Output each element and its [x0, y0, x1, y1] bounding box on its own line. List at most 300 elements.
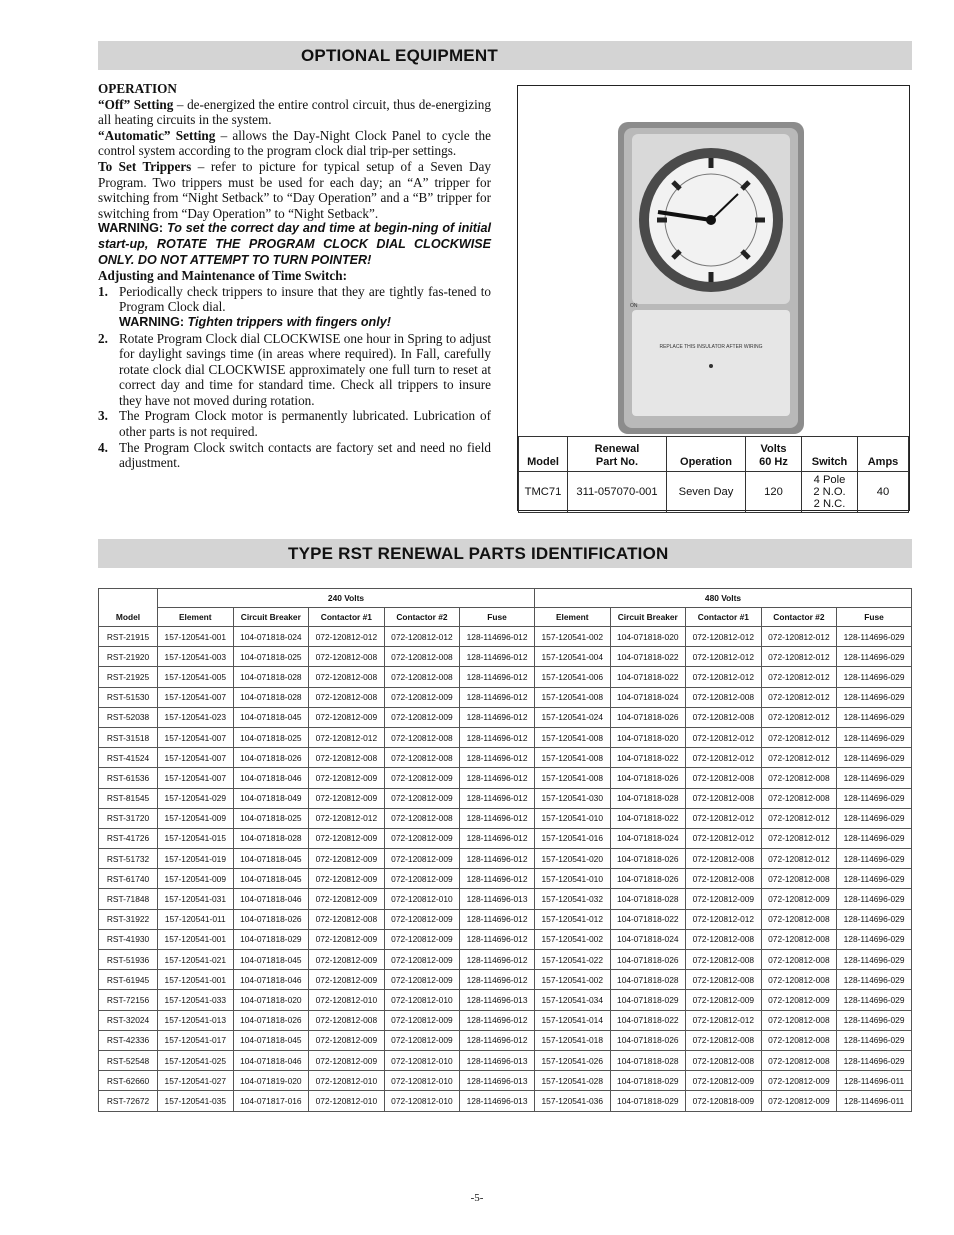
part-number-cell: 128-114696-012 [460, 768, 535, 788]
column-header: Contactor #1 [686, 608, 762, 627]
part-number-cell: 072-120812-012 [761, 627, 837, 647]
part-number-cell: 072-120812-009 [761, 1071, 837, 1091]
part-number-cell: 104-071818-022 [610, 647, 686, 667]
time-switch-table [518, 436, 909, 513]
column-header: Contactor #2 [384, 608, 460, 627]
part-number-cell: 157-120541-001 [158, 970, 234, 990]
part-number-cell: 072-120812-008 [309, 647, 385, 667]
part-number-cell: 072-120812-008 [686, 1030, 762, 1050]
table-row [99, 627, 912, 647]
group-240-header: 240 Volts [158, 589, 535, 608]
part-number-cell: 072-120812-012 [686, 727, 762, 747]
part-number-cell: 128-114696-013 [460, 1050, 535, 1070]
part-number-cell: 128-114696-029 [837, 1030, 912, 1050]
part-number-cell: 072-120812-009 [309, 1030, 385, 1050]
part-number-cell: 072-120812-012 [309, 727, 385, 747]
part-number-cell: 157-120541-024 [534, 707, 610, 727]
part-number-cell: 157-120541-008 [534, 768, 610, 788]
part-number-cell: 072-120812-008 [384, 647, 460, 667]
step-item [98, 331, 491, 409]
part-number-cell: 128-114696-029 [837, 627, 912, 647]
part-number-cell: 104-071818-028 [233, 667, 309, 687]
table-row [99, 1010, 912, 1030]
part-number-cell: 128-114696-012 [460, 667, 535, 687]
part-number-cell: 128-114696-013 [460, 990, 535, 1010]
part-number-cell: 157-120541-030 [534, 788, 610, 808]
part-number-cell: 072-120812-012 [686, 909, 762, 929]
table-row [99, 687, 912, 707]
part-number-cell: 104-071818-022 [610, 909, 686, 929]
model-cell: RST-71848 [99, 889, 158, 909]
table-row [99, 929, 912, 949]
part-number-cell: 072-120812-008 [309, 687, 385, 707]
part-number-cell: 104-071818-029 [610, 1071, 686, 1091]
model-cell: RST-32024 [99, 1010, 158, 1030]
table-row [99, 1091, 912, 1111]
part-number-cell: 128-114696-012 [460, 808, 535, 828]
part-number-cell: 128-114696-012 [460, 828, 535, 848]
part-number-cell: 157-120541-006 [534, 667, 610, 687]
part-number-cell: 128-114696-029 [837, 869, 912, 889]
group-header-row [99, 589, 912, 608]
part-number-cell: 072-120812-009 [309, 1050, 385, 1070]
part-number-cell: 104-071818-028 [610, 889, 686, 909]
table-row [99, 970, 912, 990]
part-number-cell: 072-120812-008 [686, 768, 762, 788]
part-number-cell: 157-120541-018 [534, 1030, 610, 1050]
table-row [99, 1071, 912, 1091]
part-number-cell: 072-120812-009 [761, 889, 837, 909]
switch-cell: 4 Pole 2 N.O. 2 N.C. [802, 472, 858, 513]
part-number-cell: 104-071818-020 [233, 990, 309, 1010]
part-number-cell: 128-114696-012 [460, 1010, 535, 1030]
operation-cell: Seven Day [667, 472, 746, 513]
part-number-cell: 104-071818-045 [233, 950, 309, 970]
automatic-setting-text: – allows the Day-Night Clock Panel to cycle the control system according to the program clock dial trip-per settings. [98, 127, 491, 159]
model-cell: RST-61945 [99, 970, 158, 990]
part-number-cell: 072-120812-010 [309, 990, 385, 1010]
part-number-cell: 128-114696-029 [837, 950, 912, 970]
part-number-cell: 128-114696-012 [460, 707, 535, 727]
part-number-cell: 104-071818-026 [610, 1030, 686, 1050]
part-number-cell: 104-071818-028 [233, 687, 309, 707]
part-number-cell: 128-114696-012 [460, 929, 535, 949]
table-row [99, 889, 912, 909]
model-cell: RST-72156 [99, 990, 158, 1010]
part-number-cell: 072-120812-010 [384, 889, 460, 909]
part-number-cell: 157-120541-034 [534, 990, 610, 1010]
table-row [99, 869, 912, 889]
part-number-cell: 157-120541-016 [534, 828, 610, 848]
part-number-cell: 104-071818-029 [233, 929, 309, 949]
table-row [99, 990, 912, 1010]
table-row [99, 727, 912, 747]
part-number-cell: 128-114696-013 [460, 1091, 535, 1111]
part-number-cell: 072-120812-009 [686, 990, 762, 1010]
part-number-cell: 104-071817-016 [233, 1091, 309, 1111]
part-number-cell: 128-114696-012 [460, 970, 535, 990]
table-row [99, 1030, 912, 1050]
part-number-cell: 072-120812-012 [686, 828, 762, 848]
part-number-cell: 072-120812-010 [309, 1091, 385, 1111]
part-number-cell: 072-120812-009 [384, 929, 460, 949]
part-number-cell: 072-120812-012 [686, 1010, 762, 1030]
part-number-cell: 104-071818-026 [610, 768, 686, 788]
off-setting-label: “Off” Setting [98, 96, 174, 112]
part-number-cell: 157-120541-022 [534, 950, 610, 970]
step-item [98, 284, 491, 331]
part-number-cell: 072-120812-008 [309, 1010, 385, 1030]
parts-table-body [99, 627, 912, 1112]
step-text: The Program Clock switch contacts are factory set and need no field adjustment. [119, 439, 491, 471]
part-number-cell: 072-120812-009 [309, 768, 385, 788]
model-header: Model [99, 589, 158, 627]
part-number-cell: 157-120541-035 [158, 1091, 234, 1111]
part-number-cell: 128-114696-012 [460, 1030, 535, 1050]
part-number-cell: 072-120812-008 [309, 748, 385, 768]
column-header: Renewal Part No. [568, 437, 667, 472]
table-row [99, 808, 912, 828]
part-number-cell: 128-114696-029 [837, 970, 912, 990]
automatic-setting-label: “Automatic” Setting [98, 127, 216, 143]
part-number-cell: 128-114696-012 [460, 687, 535, 707]
part-number-cell: 104-071818-025 [233, 727, 309, 747]
part-number-cell: 128-114696-029 [837, 647, 912, 667]
step-number: 4. [98, 439, 108, 455]
part-number-cell: 072-120812-010 [384, 990, 460, 1010]
part-number-cell: 157-120541-026 [534, 1050, 610, 1070]
automatic-setting-paragraph [98, 128, 491, 159]
part-number-cell: 072-120812-010 [309, 1071, 385, 1091]
group-480-header: 480 Volts [534, 589, 911, 608]
time-switch-figure [517, 85, 910, 511]
part-number-cell: 072-120812-008 [686, 849, 762, 869]
part-number-cell: 072-120812-012 [761, 748, 837, 768]
part-number-cell: 072-120812-012 [309, 808, 385, 828]
amps-cell: 40 [858, 472, 909, 513]
part-number-cell: 104-071818-045 [233, 869, 309, 889]
part-number-cell: 072-120812-008 [761, 1050, 837, 1070]
part-number-cell: 072-120818-009 [686, 1091, 762, 1111]
model-cell: RST-61536 [99, 768, 158, 788]
part-number-cell: 157-120541-009 [158, 869, 234, 889]
part-number-cell: 072-120812-008 [761, 909, 837, 929]
part-number-cell: 128-114696-011 [837, 1071, 912, 1091]
part-number-cell: 157-120541-031 [158, 889, 234, 909]
part-number-cell: 072-120812-009 [309, 828, 385, 848]
part-number-cell: 128-114696-012 [460, 950, 535, 970]
model-cell: TMC71 [519, 472, 568, 513]
part-number-cell: 128-114696-013 [460, 1071, 535, 1091]
part-number-cell: 104-071818-020 [610, 627, 686, 647]
part-number-cell: 072-120812-008 [309, 909, 385, 929]
warning-label: WARNING: [98, 221, 164, 236]
part-number-cell: 128-114696-029 [837, 1050, 912, 1070]
step-number: 2. [98, 330, 108, 346]
table-row [99, 1050, 912, 1070]
part-number-cell: 072-120812-009 [384, 1010, 460, 1030]
part-number-cell: 072-120812-009 [384, 950, 460, 970]
part-number-cell: 104-071818-029 [610, 1091, 686, 1111]
model-cell: RST-41726 [99, 828, 158, 848]
part-number-cell: 072-120812-012 [309, 627, 385, 647]
column-header: Contactor #2 [761, 608, 837, 627]
table-row [99, 909, 912, 929]
section-title: TYPE RST RENEWAL PARTS IDENTIFICATION [288, 544, 669, 563]
part-number-cell: 072-120812-009 [384, 909, 460, 929]
model-cell: RST-21925 [99, 667, 158, 687]
part-number-cell: 128-114696-029 [837, 667, 912, 687]
renewal-parts-table [98, 588, 912, 1112]
part-number-cell: 104-071818-022 [610, 808, 686, 828]
part-number-cell: 072-120812-008 [761, 929, 837, 949]
part-number-cell: 128-114696-012 [460, 748, 535, 768]
part-number-cell: 157-120541-002 [534, 929, 610, 949]
part-number-cell: 157-120541-020 [534, 849, 610, 869]
part-number-cell: 128-114696-029 [837, 808, 912, 828]
part-number-cell: 104-071818-024 [610, 929, 686, 949]
column-header: Fuse [837, 608, 912, 627]
column-header: Amps [858, 437, 909, 472]
part-number-cell: 072-120812-012 [761, 647, 837, 667]
part-number-cell: 128-114696-029 [837, 727, 912, 747]
table-row [99, 950, 912, 970]
part-number-cell: 072-120812-008 [761, 1010, 837, 1030]
part-number-cell: 157-120541-004 [534, 647, 610, 667]
part-number-cell: 104-071818-046 [233, 889, 309, 909]
part-number-cell: 104-071818-028 [610, 970, 686, 990]
part-number-cell: 072-120812-009 [384, 869, 460, 889]
part-number-cell: 157-120541-017 [158, 1030, 234, 1050]
part-number-cell: 072-120812-008 [761, 1030, 837, 1050]
operation-text [98, 81, 491, 471]
model-cell: RST-21915 [99, 627, 158, 647]
table-row [99, 828, 912, 848]
warning-text: To set the correct day and time at begin-ning of initial start-up, ROTATE THE PROGRAM CLOCK DIAL CLOCKWISE ONLY. DO NOT ATTEMPT TO TURN POINTER! [98, 221, 491, 267]
column-header: Circuit Breaker [610, 608, 686, 627]
section-banner-renewal-parts [98, 539, 912, 568]
part-number-cell: 072-120812-009 [309, 849, 385, 869]
part-number-cell: 104-071819-020 [233, 1071, 309, 1091]
part-number-cell: 072-120812-009 [384, 828, 460, 848]
part-number-cell: 104-071818-022 [610, 748, 686, 768]
part-number-cell: 128-114696-012 [460, 909, 535, 929]
part-number-cell: 072-120812-008 [384, 727, 460, 747]
part-number-cell: 072-120812-009 [309, 929, 385, 949]
model-cell: RST-52038 [99, 707, 158, 727]
table-header-row [519, 437, 909, 472]
part-number-cell: 072-120812-009 [309, 869, 385, 889]
column-header: Fuse [460, 608, 535, 627]
part-number-cell: 072-120812-008 [309, 667, 385, 687]
table-row [99, 667, 912, 687]
startup-warning [98, 221, 491, 268]
part-number-cell: 072-120812-012 [761, 687, 837, 707]
part-number-cell: 072-120812-008 [686, 788, 762, 808]
page-number: -5- [470, 1192, 484, 1204]
part-number-cell: 104-071818-026 [610, 869, 686, 889]
part-number-cell: 128-114696-029 [837, 788, 912, 808]
part-number-cell: 072-120812-008 [686, 707, 762, 727]
part-number-cell: 072-120812-008 [761, 950, 837, 970]
part-number-cell: 157-120541-007 [158, 727, 234, 747]
part-number-cell: 072-120812-010 [384, 1091, 460, 1111]
part-number-cell: 157-120541-001 [158, 929, 234, 949]
off-setting-paragraph [98, 97, 491, 128]
part-number-cell: 072-120812-012 [686, 667, 762, 687]
part-number-cell: 104-071818-049 [233, 788, 309, 808]
trippers-paragraph [98, 159, 491, 221]
part-number-cell: 072-120812-010 [384, 1071, 460, 1091]
off-setting-text: – de-energized the entire control circuit, thus de-energizing all heating circuits in the system. [98, 96, 491, 128]
part-number-cell: 104-071818-046 [233, 1050, 309, 1070]
part-number-cell: 157-120541-003 [158, 647, 234, 667]
part-number-cell: 104-071818-028 [233, 828, 309, 848]
table-row [99, 788, 912, 808]
table-row [99, 748, 912, 768]
maintenance-steps [98, 284, 491, 471]
part-number-cell: 157-120541-032 [534, 889, 610, 909]
model-cell: RST-62660 [99, 1071, 158, 1091]
part-number-cell: 072-120812-008 [686, 869, 762, 889]
part-number-cell: 072-120812-012 [686, 647, 762, 667]
part-number-cell: 128-114696-029 [837, 909, 912, 929]
part-cell: 311-057070-001 [568, 472, 667, 513]
part-number-cell: 157-120541-002 [534, 970, 610, 990]
part-number-cell: 104-071818-029 [610, 990, 686, 1010]
column-header: Model [519, 437, 568, 472]
model-cell: RST-31518 [99, 727, 158, 747]
model-cell: RST-42336 [99, 1030, 158, 1050]
part-number-cell: 072-120812-008 [761, 768, 837, 788]
warning-label: WARNING: [119, 314, 185, 329]
part-number-cell: 157-120541-008 [534, 748, 610, 768]
part-number-cell: 104-071818-020 [610, 727, 686, 747]
part-number-cell: 157-120541-012 [534, 909, 610, 929]
part-number-cell: 157-120541-021 [158, 950, 234, 970]
model-cell: RST-51936 [99, 950, 158, 970]
step-number: 3. [98, 408, 108, 424]
part-number-cell: 072-120812-008 [384, 667, 460, 687]
part-number-cell: 072-120812-012 [384, 627, 460, 647]
part-number-cell: 072-120812-008 [686, 970, 762, 990]
part-number-cell: 128-114696-029 [837, 990, 912, 1010]
part-number-cell: 128-114696-029 [837, 768, 912, 788]
part-number-cell: 072-120812-009 [384, 849, 460, 869]
column-header: Operation [667, 437, 746, 472]
part-number-cell: 128-114696-029 [837, 849, 912, 869]
part-number-cell: 104-071818-028 [610, 788, 686, 808]
part-number-cell: 072-120812-012 [761, 707, 837, 727]
part-number-cell: 157-120541-011 [158, 909, 234, 929]
part-number-cell: 157-120541-033 [158, 990, 234, 1010]
part-number-cell: 104-071818-026 [610, 707, 686, 727]
volts-cell: 120 [746, 472, 802, 513]
part-number-cell: 128-114696-029 [837, 828, 912, 848]
part-number-cell: 072-120812-009 [686, 889, 762, 909]
part-number-cell: 072-120812-009 [309, 788, 385, 808]
part-number-cell: 072-120812-009 [309, 970, 385, 990]
part-number-cell: 072-120812-012 [686, 748, 762, 768]
part-number-cell: 072-120812-012 [761, 808, 837, 828]
model-cell: RST-51530 [99, 687, 158, 707]
part-number-cell: 072-120812-009 [384, 768, 460, 788]
model-cell: RST-41524 [99, 748, 158, 768]
part-number-cell: 128-114696-012 [460, 849, 535, 869]
part-number-cell: 104-071818-026 [610, 950, 686, 970]
part-number-cell: 157-120541-001 [158, 627, 234, 647]
part-number-cell: 157-120541-008 [534, 687, 610, 707]
warning-text: Tighten trippers with fingers only! [184, 314, 391, 329]
part-number-cell: 128-114696-012 [460, 627, 535, 647]
part-number-cell: 104-071818-025 [233, 647, 309, 667]
part-number-cell: 157-120541-002 [534, 627, 610, 647]
part-number-cell: 072-120812-009 [761, 990, 837, 1010]
part-number-cell: 104-071818-026 [233, 1010, 309, 1030]
part-number-cell: 104-071818-025 [233, 808, 309, 828]
step-item [98, 408, 491, 439]
part-number-cell: 072-120812-008 [686, 929, 762, 949]
model-cell: RST-41930 [99, 929, 158, 949]
part-number-cell: 128-114696-012 [460, 788, 535, 808]
part-number-cell: 128-114696-029 [837, 707, 912, 727]
part-number-cell: 072-120812-012 [686, 627, 762, 647]
step-text: Periodically check trippers to insure that they are tightly fas-tened to Program Clock dial. [119, 283, 491, 315]
table-row [519, 472, 909, 513]
part-number-cell: 072-120812-012 [761, 849, 837, 869]
model-cell: RST-31720 [99, 808, 158, 828]
part-number-cell: 157-120541-027 [158, 1071, 234, 1091]
step-text: Rotate Program Clock dial CLOCKWISE one hour in Spring to adjust for daylight savings time (in areas where required). In Fall, carefully rotate clock dial CLOCKWISE approximately one full turn to reset at correct day and time for standard time. Check all trippers to insure they have not moved during rotation. [119, 330, 491, 408]
photo-label-text: REPLACE THIS INSULATOR AFTER WIRING [659, 344, 763, 350]
part-number-cell: 104-071818-024 [610, 687, 686, 707]
part-number-cell: 072-120812-009 [309, 707, 385, 727]
photo-on-text: ON [630, 303, 638, 309]
part-number-cell: 128-114696-012 [460, 869, 535, 889]
step-number: 1. [98, 283, 108, 299]
part-number-cell: 128-114696-029 [837, 1010, 912, 1030]
part-number-cell: 072-120812-009 [309, 950, 385, 970]
part-number-cell: 072-120812-012 [686, 808, 762, 828]
column-header: Volts 60 Hz [746, 437, 802, 472]
part-number-cell: 157-120541-015 [158, 828, 234, 848]
part-number-cell: 072-120812-009 [384, 788, 460, 808]
part-number-cell: 104-071818-022 [610, 667, 686, 687]
part-number-cell: 128-114696-029 [837, 889, 912, 909]
part-number-cell: 157-120541-028 [534, 1071, 610, 1091]
part-number-cell: 072-120812-009 [761, 1091, 837, 1111]
part-number-cell: 157-120541-036 [534, 1091, 610, 1111]
part-number-cell: 072-120812-009 [384, 687, 460, 707]
part-number-cell: 072-120812-008 [686, 950, 762, 970]
part-number-cell: 104-071818-026 [610, 849, 686, 869]
column-header: Element [534, 608, 610, 627]
part-number-cell: 157-120541-023 [158, 707, 234, 727]
part-number-cell: 157-120541-007 [158, 748, 234, 768]
part-number-cell: 157-120541-009 [158, 808, 234, 828]
model-cell: RST-81545 [99, 788, 158, 808]
model-cell: RST-52548 [99, 1050, 158, 1070]
operation-heading: OPERATION [98, 81, 177, 96]
section-title: OPTIONAL EQUIPMENT [301, 46, 498, 65]
table-row [99, 647, 912, 667]
part-number-cell: 157-120541-007 [158, 768, 234, 788]
part-number-cell: 128-114696-029 [837, 929, 912, 949]
step-item [98, 440, 491, 471]
part-number-cell: 157-120541-014 [534, 1010, 610, 1030]
time-switch-photo-icon [618, 122, 804, 434]
part-number-cell: 128-114696-011 [837, 1091, 912, 1111]
